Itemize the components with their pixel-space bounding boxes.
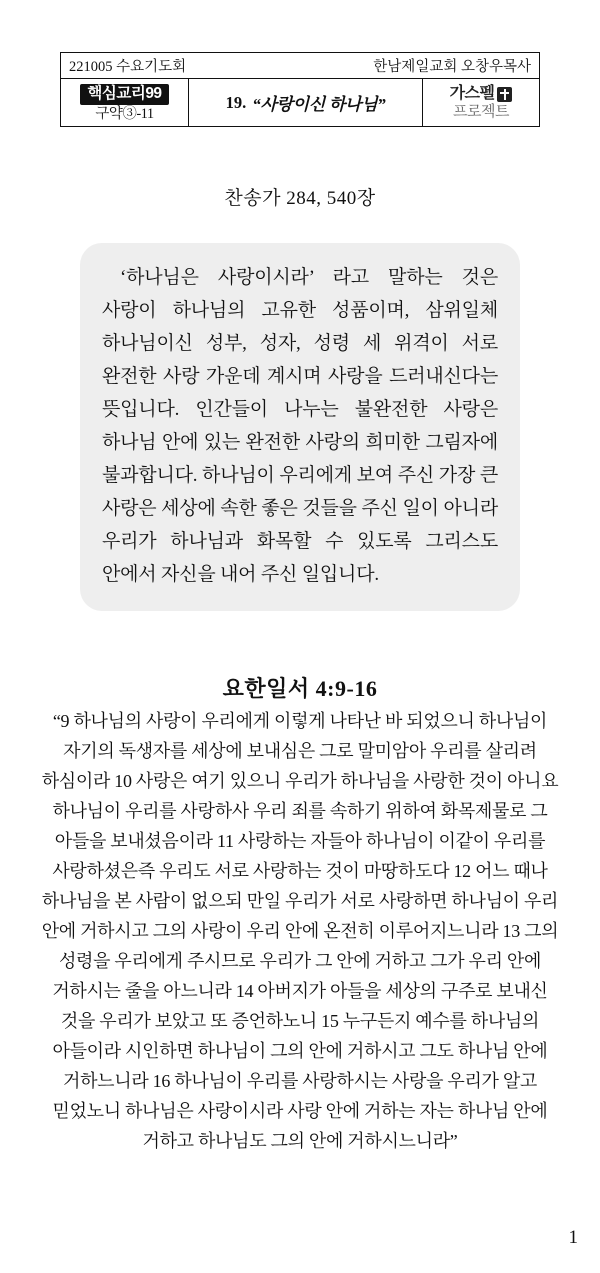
scripture-text: “9 하나님의 사랑이 우리에게 이렇게 나타난 바 되었으니 하나님이 자기의 독생자를 세상에 보내심은 그로 말미암아 우리를 살리려 하심이라 10 사랑은 여기 있으니 우리가 하나님을 사랑한 것이 아니요 하나님이 우리를 사랑하사 우리 죄를 속하기 위하여 화목제물로 그 아들을 보내셨음이라 11 사랑하는 자들아 하나님이 이같이 우리를 사랑하셨은즉 우리도 서로 사랑하는 것이 마땅하도다 12 어느 때나 하나님을 본 사람이 없으되 만일 우리가 서로 사랑하면 하나님이 우리 안에 거하시고 그의 사랑이 우리 안에 온전히 이루어지느니라 13 그의 성령을 우리에게 주시므로 우리가 그 안에 거하고 그가 우리 안에 거하시는 줄을 아느니라 14 아버지가 아들을 세상의 구주로 보내신 것을 우리가 보았고 또 증언하노니 15 누구든지 예수를 하나님의 아들이라 시인하면 하나님이 그의 안에 거하시고 그도 하나님 안에 거하느니라 16 하나님이 우리를 사랑하시는 사랑을 우리가 알고 믿었노니 하나님은 사랑이시라 사랑 안에 거하는 자는 하나님 안에 거하고 하나님도 그의 안에 거하시느니라” [41,711,559,1151]
lesson-title: “사랑이신 하나님” [252,95,386,114]
series-badge: 핵심교리99 [80,84,168,105]
header-bottom-row [61,79,539,126]
hymn-line: 찬송가 284, 540장 [224,188,376,209]
series-subtitle: 구약③-11 [95,106,154,122]
lesson-title-block [189,79,423,126]
summary-paragraph: ‘하나님은 사랑이시라’ 라고 말하는 것은 사랑이 하나님의 고유한 성품이며, 삼위일체 하나님이신 성부, 성자, 성령 세 위격이 서로 완전한 사랑 가운데 계시며 사랑을 드러내신다는 뜻입니다. 인간들이 나누는 불완전한 사랑은 하나님 안에 있는 완전한 사랑의 희미한 그림자에 불과합니다. 하나님이 우리에게 보여 주신 가장 큰 사랑은 세상에 속한 좋은 것들을 주신 일이 아니라 우리가 하나님과 화목할 수 있도록 그리스도 안에서 자신을 내어 주신 일입니다. [102,267,498,585]
lesson-number: 19. [225,92,247,112]
brand-block [423,79,539,126]
document-header [60,52,540,127]
cross-icon [497,87,512,102]
service-date-label: 221005 수요기도회 [69,59,187,75]
summary-box [80,243,520,611]
brand-line1-wrap [450,85,513,103]
scripture-reference: 요한일서 4:9-16 [222,676,378,701]
church-pastor-label: 한남제일교회 오창우목사 [373,59,531,75]
brand-line1: 가스펠 [449,85,495,102]
brand-line2: 프로젝트 [453,103,509,120]
page-number: 1 [568,1227,578,1248]
header-top-row [61,53,539,79]
series-block [61,79,189,126]
